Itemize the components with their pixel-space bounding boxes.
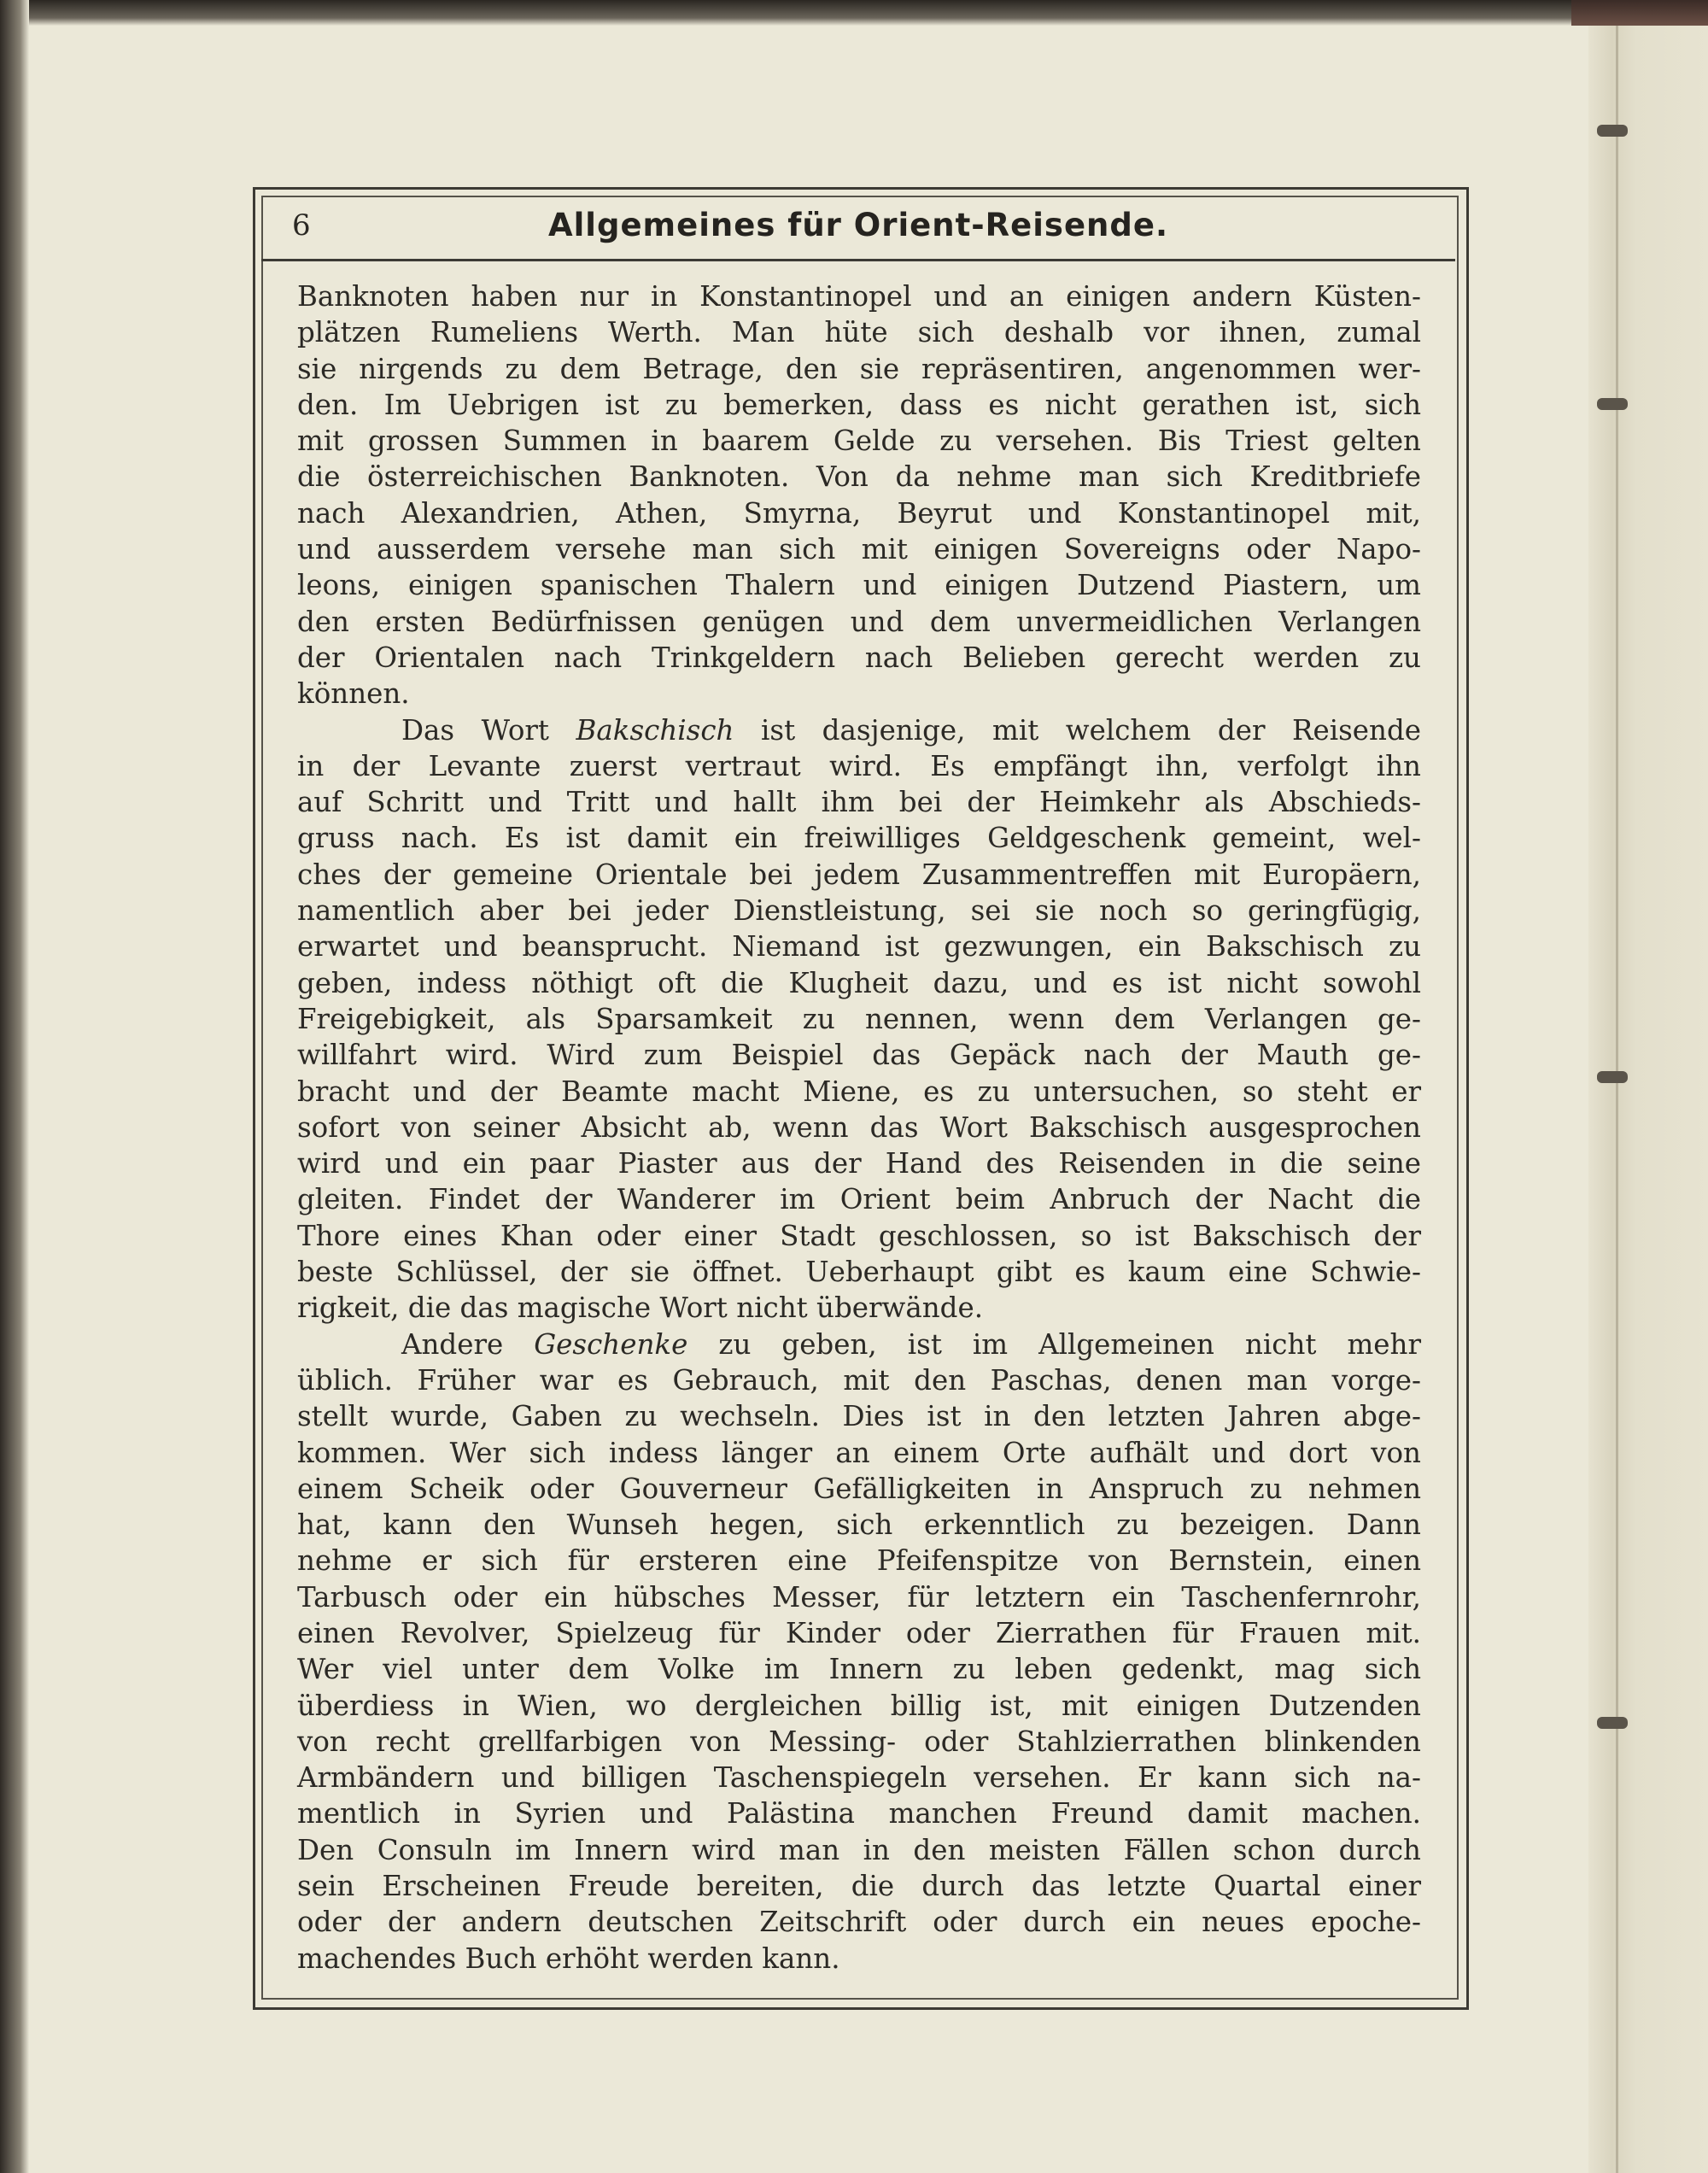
text-line: üblich. Früher war es Gebrauch, mit den Paschas, denen man vorge- <box>297 1363 1421 1397</box>
text-line: kommen. Wer sich indess länger an einem Orte aufhält und dort von <box>297 1436 1421 1469</box>
binding-stitch <box>1597 1071 1628 1083</box>
text-line: willfahrt wird. Wird zum Beispiel das Gepäck nach der Mauth ge- <box>297 1039 1421 1072</box>
text-line: ches der gemeine Orientale bei jedem Zusammentreffen mit Europäern, <box>297 858 1421 891</box>
text-line: machendes Buch erhöht werden kann. <box>297 1942 840 1975</box>
paragraph-start-line <box>297 1327 1421 1362</box>
page-header <box>261 203 1455 260</box>
text-line: von recht grellfarbigen von Messing- oder Stahlzierrathen blinkenden <box>297 1725 1421 1758</box>
text-line: sein Erscheinen Freude bereiten, die durch das letzte Quartal einer <box>297 1870 1421 1903</box>
paragraph-start-line <box>297 712 1421 748</box>
text-line: sie nirgends zu dem Betrage, den sie repräsentiren, angenommen wer- <box>297 352 1421 385</box>
text-line: Tarbusch oder ein hübsches Messer, für letztern ein Taschenfernrohr, <box>297 1580 1421 1614</box>
running-title: Allgemeines für Orient-Reisende. <box>547 207 1169 243</box>
body-text <box>297 278 1421 1977</box>
italic-term: Bakschisch <box>576 713 734 747</box>
text-line: hat, kann den Wunseh hegen, sich erkenntlich zu bezeigen. Dann <box>297 1508 1421 1542</box>
text-line: stellt wurde, Gaben zu wechseln. Dies ist in den letzten Jahren abge- <box>297 1400 1421 1433</box>
scan-top-edge <box>0 0 1708 26</box>
spine-corner <box>1571 0 1708 26</box>
text-line: überdiess in Wien, wo dergleichen billig ist, mit einigen Dutzenden <box>297 1689 1421 1722</box>
text-line: rigkeit, die das magische Wort nicht überwände. <box>297 1292 984 1325</box>
text-line: und ausserdem versehe man sich mit einigen Sovereigns oder Napo- <box>297 533 1421 566</box>
binding-stitch <box>1597 1717 1628 1729</box>
text-line: der Orientalen nach Trinkgeldern nach Belieben gerecht werden zu <box>297 641 1421 674</box>
text-line: bracht und der Beamte macht Miene, es zu untersuchen, so steht er <box>297 1075 1421 1108</box>
book-gutter <box>1588 0 1708 2173</box>
text-line: mit grossen Summen in baarem Gelde zu versehen. Bis Triest gelten <box>297 425 1421 458</box>
text-line: plätzen Rumeliens Werth. Man hüte sich deshalb vor ihnen, zumal <box>297 316 1421 349</box>
text-run: ist dasjenige, mit welchem der Reisende <box>734 713 1421 747</box>
text-line: in der Levante zuerst vertraut wird. Es empfängt ihn, verfolgt ihn <box>297 749 1421 782</box>
binding-stitch <box>1597 398 1628 410</box>
italic-term: Geschenke <box>534 1327 688 1361</box>
text-line: erwartet und beansprucht. Niemand ist gezwungen, ein Bakschisch zu <box>297 930 1421 964</box>
text-run: zu geben, ist im Allgemeinen nicht mehr <box>687 1327 1421 1361</box>
binding-stitch <box>1597 125 1628 137</box>
text-line: einen Revolver, Spielzeug für Kinder oder Zierrathen für Frauen mit. <box>297 1616 1421 1649</box>
text-line: nach Alexandrien, Athen, Smyrna, Beyrut und Konstantinopel mit, <box>297 496 1421 530</box>
text-line: können. <box>297 677 410 711</box>
scan-left-edge <box>0 0 29 2173</box>
text-line: geben, indess nöthigt oft die Klugheit dazu, und es ist nicht sowohl <box>297 966 1421 999</box>
text-line: wird und ein paar Piaster aus der Hand des Reisenden in die seine <box>297 1147 1421 1180</box>
text-line: gleiten. Findet der Wanderer im Orient beim Anbruch der Nacht die <box>297 1183 1421 1216</box>
text-line: Den Consuln im Innern wird man in den meisten Fällen schon durch <box>297 1833 1421 1866</box>
text-line: mentlich in Syrien und Palästina manchen Freund damit machen. <box>297 1797 1421 1830</box>
text-line: gruss nach. Es ist damit ein freiwilliges Geldgeschenk gemeint, wel- <box>297 822 1421 855</box>
text-line: Thore eines Khan oder einer Stadt geschlossen, so ist Bakschisch der <box>297 1219 1421 1252</box>
text-line: beste Schlüssel, der sie öffnet. Ueberhaupt gibt es kaum eine Schwie- <box>297 1256 1421 1289</box>
text-line: leons, einigen spanischen Thalern und einigen Dutzend Piastern, um <box>297 569 1421 602</box>
text-line: den ersten Bedürfnissen genügen und dem unvermeidlichen Verlangen <box>297 605 1421 638</box>
text-line: die österreichischen Banknoten. Von da nehme man sich Kreditbriefe <box>297 460 1421 494</box>
header-rule <box>261 259 1455 261</box>
text-line: Freigebigkeit, als Sparsamkeit zu nennen, wenn dem Verlangen ge- <box>297 1002 1421 1035</box>
gutter-fold-line <box>1616 0 1618 2173</box>
text-line: Banknoten haben nur in Konstantinopel und an einigen andern Küsten- <box>297 280 1421 313</box>
text-run: Andere <box>401 1327 535 1361</box>
text-line: einem Scheik oder Gouverneur Gefälligkeiten in Anspruch zu nehmen <box>297 1472 1421 1505</box>
text-run: Das Wort <box>401 713 576 747</box>
page-number: 6 <box>292 208 311 243</box>
text-line: nehme er sich für ersteren eine Pfeifenspitze von Bernstein, einen <box>297 1544 1421 1578</box>
text-line: den. Im Uebrigen ist zu bemerken, dass es nicht gerathen ist, sich <box>297 388 1421 421</box>
text-line: namentlich aber bei jeder Dienstleistung, sei sie noch so geringfügig, <box>297 894 1421 928</box>
text-line: Wer viel unter dem Volke im Innern zu leben gedenkt, mag sich <box>297 1653 1421 1686</box>
text-line: oder der andern deutschen Zeitschrift oder durch ein neues epoche- <box>297 1906 1421 1939</box>
text-line: sofort von seiner Absicht ab, wenn das Wort Bakschisch ausgesprochen <box>297 1110 1421 1144</box>
text-line: Armbändern und billigen Taschenspiegeln versehen. Er kann sich na- <box>297 1761 1421 1795</box>
text-line: auf Schritt und Tritt und hallt ihm bei der Heimkehr als Abschieds- <box>297 786 1421 819</box>
